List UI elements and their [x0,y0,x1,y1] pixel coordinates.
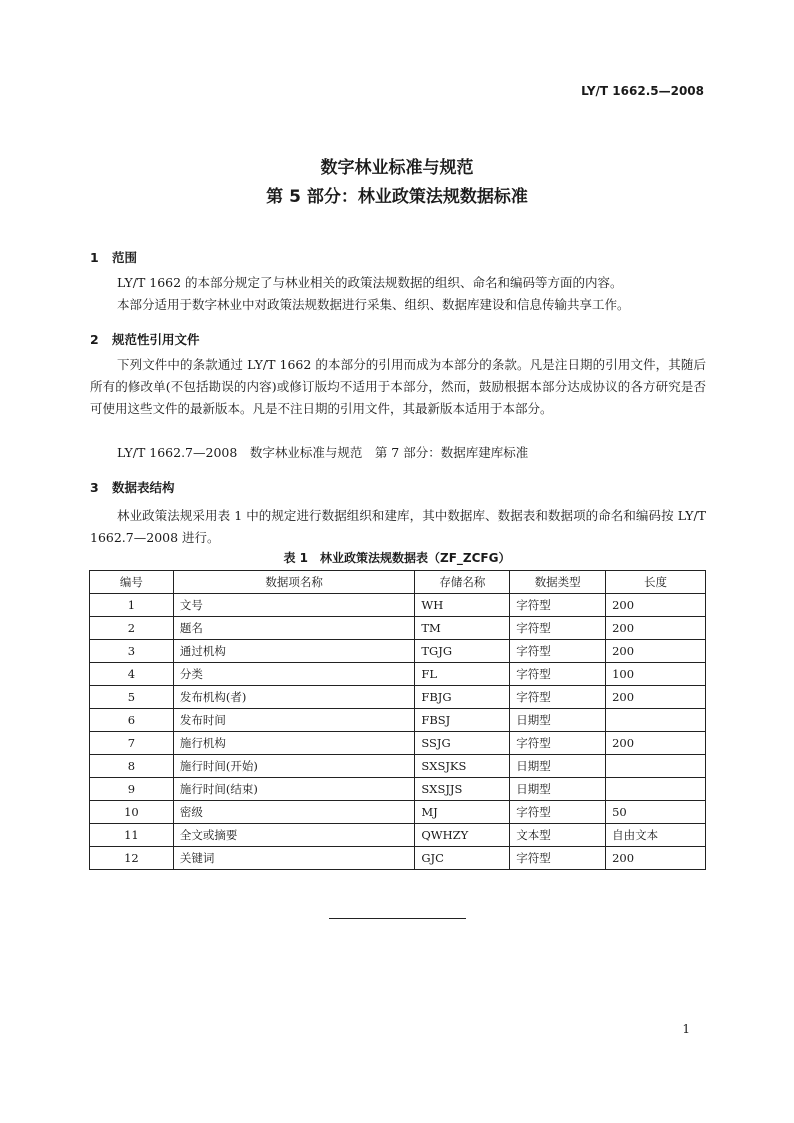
cell-length: 200 [606,847,706,870]
cell-storage-name: SXSJJS [415,778,510,801]
column-header: 数据项名称 [173,571,415,594]
table-row [90,801,706,824]
cell-item-name: 关键词 [173,847,415,870]
section-number: 1 [90,250,99,265]
cell-storage-name: QWHZY [415,824,510,847]
cell-storage-name: WH [415,594,510,617]
section-heading-normative-references [90,330,200,348]
section-title: 数据表结构 [112,480,175,495]
cell-length: 自由文本 [606,824,706,847]
cell-length [606,755,706,778]
cell-number: 9 [90,778,174,801]
cell-length: 200 [606,686,706,709]
document-title: 数字林业标准与规范 [320,158,474,178]
cell-data-type: 日期型 [510,755,606,778]
section-heading-scope [90,248,137,266]
cell-data-type: 字符型 [510,617,606,640]
cell-data-type: 文本型 [510,824,606,847]
table-row [90,778,706,801]
cell-item-name: 施行时间(结束) [173,778,415,801]
cell-number: 1 [90,594,174,617]
cell-item-name: 密级 [173,801,415,824]
table-row [90,755,706,778]
cell-storage-name: FBSJ [415,709,510,732]
document-subtitle: 第 5 部分：林业政策法规数据标准 [266,187,528,207]
cell-item-name: 通过机构 [173,640,415,663]
standard-code: LY/T 1662.5—2008 [581,84,704,98]
cell-data-type: 字符型 [510,640,606,663]
cell-storage-name: SSJG [415,732,510,755]
paragraph: 下列文件中的条款通过 LY/T 1662 的本部分的引用而成为本部分的条款。凡是注日期的引用文件，其随后所有的修改单(不包括勘误的内容)或修订版均不适用于本部分，然而，鼓励根据本部分达成协议的各方研究是否可使用这些文件的最新版本。凡是不注日期的引用文件，其最新版本适用于本部分。 [90,357,706,416]
cell-storage-name: TM [415,617,510,640]
cell-number: 6 [90,709,174,732]
column-header: 存储名称 [415,571,510,594]
cell-length: 100 [606,663,706,686]
cell-length: 200 [606,640,706,663]
cell-data-type: 字符型 [510,801,606,824]
cell-item-name: 分类 [173,663,415,686]
cell-length [606,778,706,801]
cell-length: 200 [606,594,706,617]
section-title: 规范性引用文件 [112,332,200,347]
column-header: 长度 [606,571,706,594]
page-number: 1 [682,1022,690,1036]
cell-storage-name: SXSJKS [415,755,510,778]
table-row [90,824,706,847]
cell-data-type: 字符型 [510,686,606,709]
section-number: 2 [90,332,99,347]
table-row [90,617,706,640]
table-row [90,847,706,870]
section-heading-table-structure [90,478,175,496]
cell-number: 5 [90,686,174,709]
cell-storage-name: TGJG [415,640,510,663]
paragraph: LY/T 1662 的本部分规定了与林业相关的政策法规数据的组织、命名和编码等方面的内容。 [117,275,623,290]
cell-number: 7 [90,732,174,755]
cell-storage-name: FBJG [415,686,510,709]
cell-data-type: 字符型 [510,847,606,870]
cell-item-name: 施行时间(开始) [173,755,415,778]
table-row [90,709,706,732]
table-caption: 表 1 林业政策法规数据表（ZF_ZCFG） [283,551,511,565]
cell-length: 200 [606,617,706,640]
cell-number: 11 [90,824,174,847]
paragraph: 本部分适用于数字林业中对政策法规数据进行采集、组织、数据库建设和信息传输共享工作。 [117,297,630,312]
cell-number: 10 [90,801,174,824]
cell-item-name: 文号 [173,594,415,617]
cell-length: 200 [606,732,706,755]
cell-item-name: 发布时间 [173,709,415,732]
cell-data-type: 字符型 [510,732,606,755]
section-number: 3 [90,480,99,495]
section-title: 范围 [112,250,138,265]
cell-item-name: 发布机构(者) [173,686,415,709]
cell-number: 4 [90,663,174,686]
cell-number: 2 [90,617,174,640]
cell-storage-name: GJC [415,847,510,870]
table-row [90,663,706,686]
reference-entry: LY/T 1662.7—2008 数字林业标准与规范 第 7 部分：数据库建库标准 [117,445,529,460]
cell-data-type: 字符型 [510,663,606,686]
cell-number: 12 [90,847,174,870]
cell-number: 3 [90,640,174,663]
table-row [90,686,706,709]
cell-data-type: 日期型 [510,709,606,732]
table-row [90,640,706,663]
cell-item-name: 施行机构 [173,732,415,755]
table-row [90,594,706,617]
cell-length [606,709,706,732]
cell-item-name: 全文或摘要 [173,824,415,847]
cell-data-type: 字符型 [510,594,606,617]
cell-number: 8 [90,755,174,778]
cell-item-name: 题名 [173,617,415,640]
end-rule [329,918,466,919]
data-table [89,570,706,870]
cell-storage-name: MJ [415,801,510,824]
column-header: 数据类型 [510,571,606,594]
paragraph: 林业政策法规采用表 1 中的规定进行数据组织和建库，其中数据库、数据表和数据项的命名和编码按 LY/T 1662.7—2008 进行。 [90,508,706,545]
table-row [90,732,706,755]
column-header: 编号 [90,571,174,594]
cell-data-type: 日期型 [510,778,606,801]
cell-storage-name: FL [415,663,510,686]
table-header-row [90,571,706,594]
cell-length: 50 [606,801,706,824]
